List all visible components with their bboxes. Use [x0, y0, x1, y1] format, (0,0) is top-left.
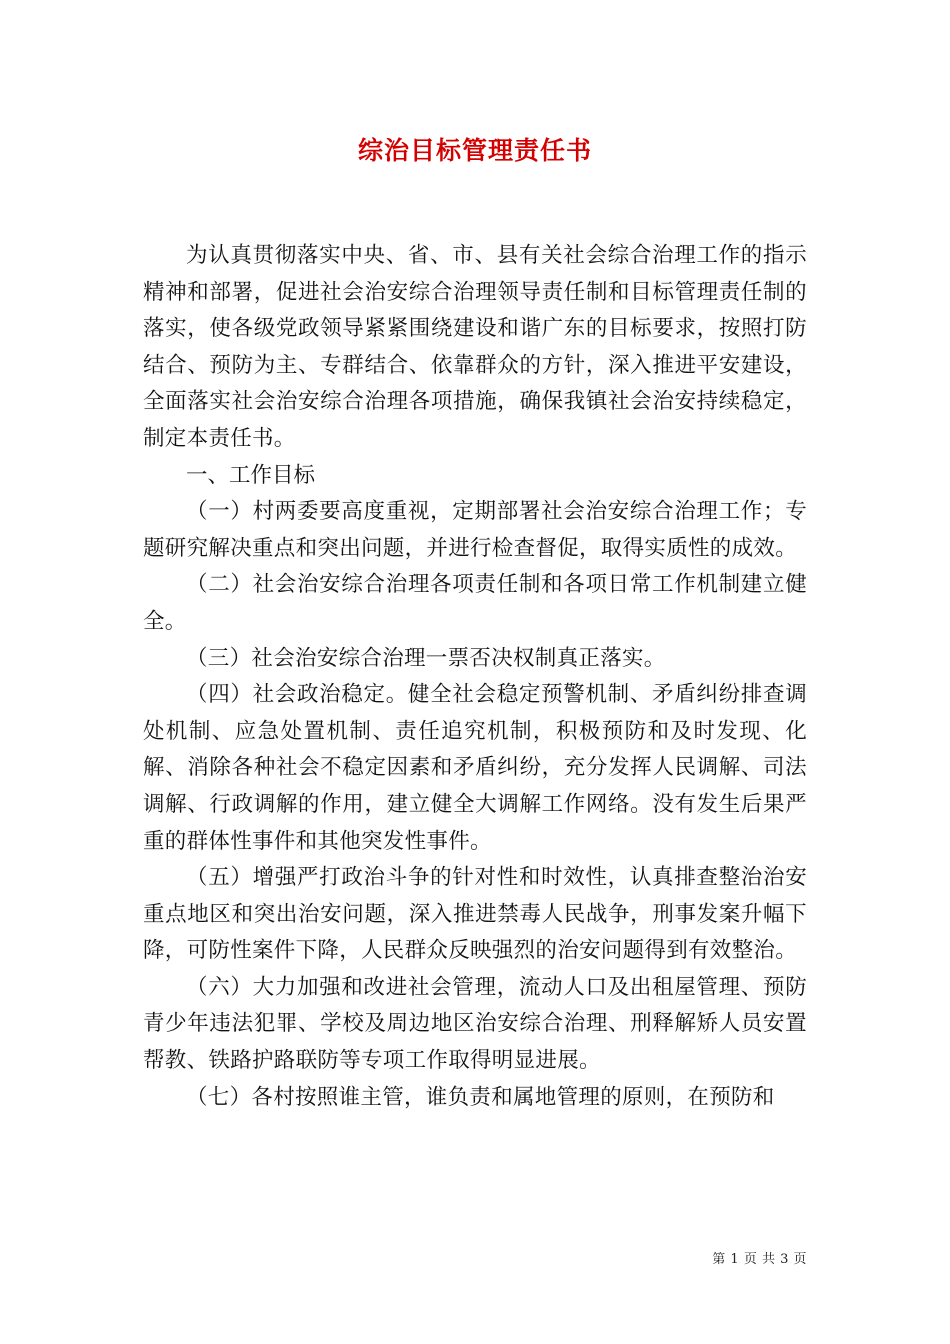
goal-item-5: （五）增强严打政治斗争的针对性和时效性，认真排查整治治安重点地区和突出治安问题，深入推进禁毒人民战争，刑事发案升幅下降，可防性案件下降，人民群众反映强烈的治安问题得到有效整治。	[143, 865, 807, 964]
page-number-footer: 第 1 页 共 3 页	[712, 1252, 807, 1267]
goal-item-2: （二）社会治安综合治理各项责任制和各项日常工作机制建立健全。	[143, 572, 807, 634]
goal-item-3: （三）社会治安综合治理一票否决权制真正落实。	[186, 645, 666, 671]
goal-item-1: （一）村两委要高度重视，定期部署社会治安综合治理工作；专题研究解决重点和突出问题，并进行检查督促，取得实质性的成效。	[143, 499, 807, 561]
document-body	[143, 238, 807, 1116]
intro-paragraph: 为认真贯彻落实中央、省、市、县有关社会综合治理工作的指示精神和部署，促进社会治安综合治理领导责任制和目标管理责任制的落实，使各级党政领导紧紧围绕建设和谐广东的目标要求，按照打防结合、预防为主、专群结合、依靠群众的方针，深入推进平安建设，全面落实社会治安综合治理各项措施，确保我镇社会治安持续稳定，制定本责任书。	[143, 243, 807, 451]
goal-item-4: （四）社会政治稳定。健全社会稳定预警机制、矛盾纠纷排查调处机制、应急处置机制、责任追究机制，积极预防和及时发现、化解、消除各种社会不稳定因素和矛盾纠纷，充分发挥人民调解、司法调解、行政调解的作用，建立健全大调解工作网络。没有发生后果严重的群体性事件和其他突发性事件。	[143, 682, 807, 854]
section-heading-work-goals: 一、工作目标	[186, 462, 316, 488]
goal-item-6: （六）大力加强和改进社会管理，流动人口及出租屋管理、预防青少年违法犯罪、学校及周边地区治安综合治理、刑释解矫人员安置帮教、铁路护路联防等专项工作取得明显进展。	[143, 974, 807, 1074]
document-title: 综治目标管理责任书	[357, 136, 592, 165]
goal-item-7: （七）各村按照谁主管，谁负责和属地管理的原则，在预防和	[186, 1084, 775, 1110]
